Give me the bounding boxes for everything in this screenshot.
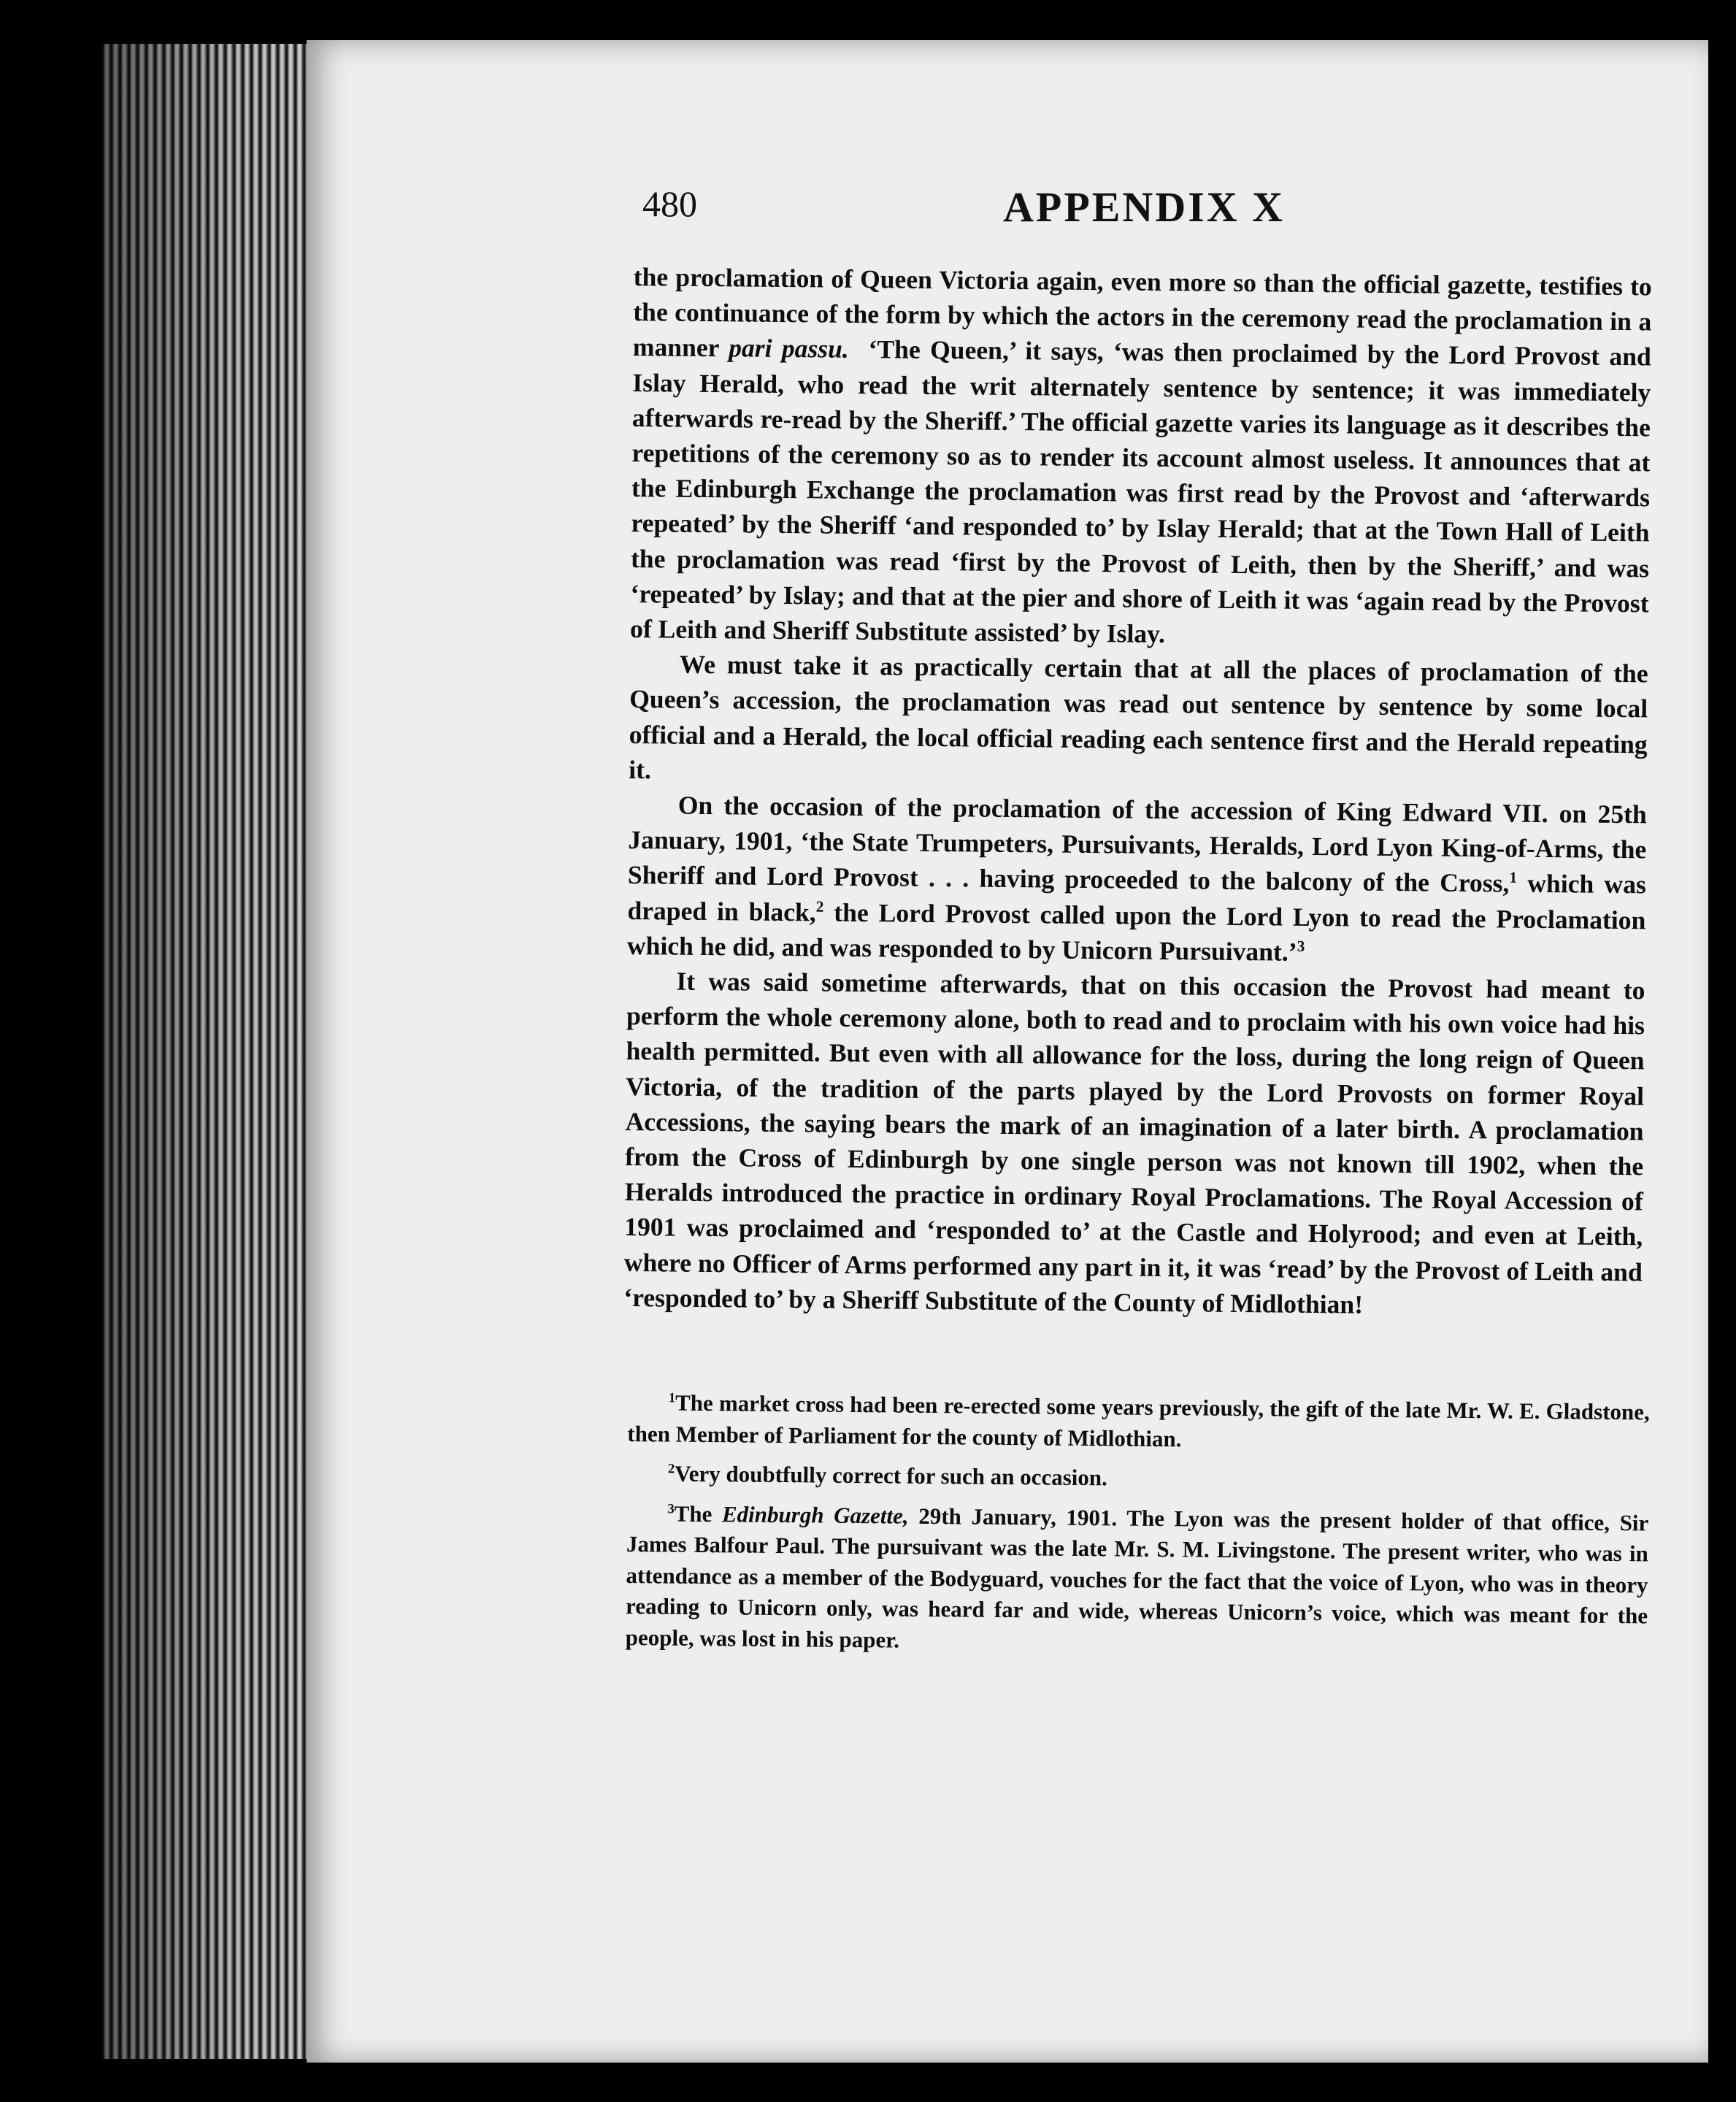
footnote-ref-1: 1 bbox=[1509, 869, 1518, 887]
paragraph-1: the proclamation of Queen Victoria again, even more so than the official gazette, testifies to the continuance of the form by which the actors in the ceremony read the proclamation in a manner pari passu. ‘The Queen,’ it says, ‘was then proclaimed by the Lord Provost and Islay Herald, who read the writ alternately sentence by sentence; it was immediately afterwards re-read by the Sheriff.’ The official gazette varies its language as it describes the repetitions of the ceremony so as to render its account almost useless. It announces that at the Edinburgh Exchange the proclamation was first read by the Provost and ‘afterwards repeated’ by the Sheriff ‘and responded to’ by Islay Herald; that at the Town Hall of Leith the proclamation was read ‘first by the Provost of Leith, then by the Sheriff,’ and was ‘repeated’ by Islay; and that at the pier and shore of Leith it was ‘again read by the Provost of Leith and Sheriff Substitute assisted’ by Islay. bbox=[629, 261, 1652, 649]
body-text bbox=[623, 259, 1652, 1324]
footnote-ref-3: 3 bbox=[1297, 937, 1305, 955]
running-head: APPENDIX X bbox=[1003, 183, 1286, 231]
footnote-2: $^2$Very doubtfully correct for such an occasion. bbox=[667, 1460, 1108, 1491]
footnotes bbox=[625, 1387, 1650, 1671]
paragraph-3: On the occasion of the proclamation of the accession of King Edward VII. on 25th January, 1901, ‘the State Trumpeters, Pursuivants, Heralds, Lord Lyon King-of-Arms, the Sheriff and Lord Provost . . . having proceeded to the balcony of the Cross,$^1$ which was draped in black,$^2$ the Lord Provost called upon the Lord Lyon to read the Proclamation which he did, and was responded to by Unicorn Pursuivant.’$^3$ bbox=[626, 790, 1647, 967]
footnote-ref-2: 2 bbox=[815, 897, 824, 916]
page-header bbox=[642, 183, 1635, 241]
right-border bbox=[1708, 29, 1736, 2074]
page-number: 480 bbox=[642, 183, 697, 224]
italic-title: Edinburgh Gazette, bbox=[721, 1500, 909, 1529]
page-edges-shadow bbox=[102, 44, 321, 2059]
paragraph-2: We must take it as practically certain that at all the places of proclamation of the Queen’s accession, the proclamation was read out sentence by sentence by some local official and a Herald, the local official reading each sentence first and the Herald repeating it. bbox=[629, 649, 1648, 785]
footnote-1: $^1$The market cross had been re-erected some years previously, the gift of the late Mr. W. E. Gladstone, then Member of Parliament for the county of Midlothian. bbox=[627, 1389, 1650, 1451]
paragraph-4: It was said sometime afterwards, that on this occasion the Provost had meant to perform the whole ceremony alone, both to read and to proclaim with his own voice had his health permitted. But even with all allowance for the loss, during the long reign of Queen Victoria, of the tradition of the parts played by the Lord Provosts on former Royal Accessions, the saying bears the mark of an imagination of a later birth. A proclamation from the Cross of Edinburgh by one single person was not known till 1902, when the Heralds introduced the practice in ordinary Royal Proclamations. The Royal Accession of 1901 was proclaimed and ‘responded to’ at the Castle and Holyrood; and even at Leith, where no Officer of Arms performed any part in it, it was ‘read’ by the Provost of Leith and ‘responded to’ by a Sheriff Substitute of the County of Midlothian! bbox=[623, 966, 1645, 1319]
italic-phrase: pari passu. bbox=[728, 333, 850, 364]
footnote-3: $^3$The Edinburgh Gazette, 29th January, 1901. The Lyon was the present holder of that office, Sir James Balfour Paul. The pursuivant was the late Mr. S. M. Livingstone. The present writer, who was in attendance as a member of the Bodyguard, vouches for the fact that the voice of Lyon, who was in theory reading to Unicorn only, was heard far and wide, whereas Unicorn’s voice, which was meant for the people, was lost in his paper. bbox=[625, 1500, 1649, 1653]
